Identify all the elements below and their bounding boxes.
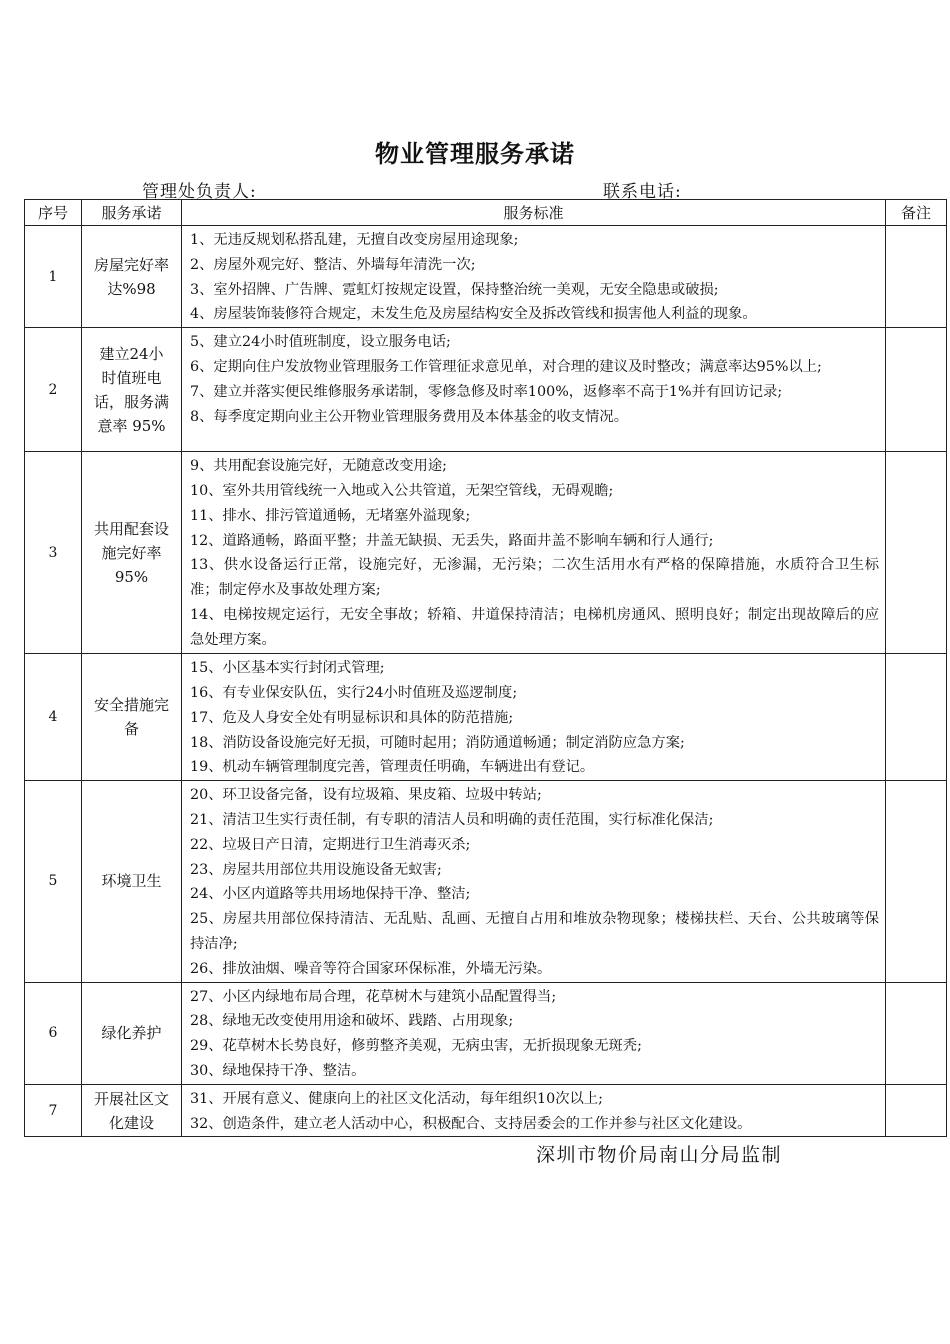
standard-item: 9、共用配套设施完好，无随意改变用途; — [190, 458, 447, 475]
standard-item: 1、无违反规划私搭乱建，无擅自改变房屋用途现象; — [190, 232, 519, 248]
table-row — [25, 328, 947, 452]
standard-item: 4、房屋装饰装修符合规定，未发生危及房屋结构安全及拆改管线和损害他人利益的现象。 — [190, 306, 757, 323]
service-standard — [182, 781, 886, 982]
service-promise: 环境卫生 — [82, 781, 182, 982]
header-promise: 服务承诺 — [82, 200, 182, 226]
standard-item: 14、电梯按规定运行，无安全事故；轿箱、井道保持清洁；电梯机房通风、照明良好；制定出现故障后的应急处理方案。 — [190, 606, 879, 648]
row-number: 5 — [25, 781, 82, 982]
standard-item: 3、室外招牌、广告牌、霓虹灯按规定设置，保持整治统一美观，无安全隐患或破损; — [190, 281, 719, 298]
standard-item: 8、每季度定期向业主公开物业管理服务费用及本体基金的收支情况。 — [190, 408, 628, 425]
standard-item: 15、小区基本实行封闭式管理; — [190, 660, 385, 677]
standard-item: 22、垃圾日产日清，定期进行卫生消毒灭杀; — [190, 836, 471, 853]
standard-item: 5、建立24小时值班制度，设立服务电话; — [190, 334, 451, 351]
standard-item: 21、清洁卫生实行责任制，有专职的清洁人员和明确的责任范围，实行标准化保洁; — [190, 811, 714, 828]
row-number: 4 — [25, 654, 82, 781]
standard-item: 28、绿地无改变使用用途和破坏、践踏、占用现象; — [190, 1013, 514, 1030]
standard-item: 7、建立并落实便民维修服务承诺制，零修急修及时率100%，返修率不高于1%并有回访记录; — [190, 383, 783, 400]
service-standard — [182, 1084, 886, 1137]
phone-label: 联系电话: — [603, 182, 682, 202]
service-promise: 绿化养护 — [82, 982, 182, 1084]
standard-item: 31、开展有意义、健康向上的社区文化活动，每年组织10次以上; — [190, 1090, 603, 1107]
standard-item: 24、小区内道路等共用场地保持干净、整洁; — [190, 886, 471, 903]
table-row — [25, 654, 947, 781]
note-cell — [886, 1084, 947, 1137]
standard-item: 23、房屋共用部位共用设施设备无蚁害; — [190, 861, 442, 878]
service-commitment-table — [24, 199, 947, 1137]
standard-item: 19、机动车辆管理制度完善，管理责任明确，车辆进出有登记。 — [190, 759, 595, 776]
table-row — [25, 781, 947, 982]
service-promise: 开展社区文化建设 — [82, 1084, 182, 1137]
table-header-row — [25, 200, 947, 226]
service-promise: 安全措施完备 — [82, 654, 182, 781]
table-row — [25, 226, 947, 328]
note-cell — [886, 781, 947, 982]
header-standard: 服务标准 — [182, 200, 886, 226]
service-promise: 建立24小时值班电话，服务满意率 95% — [82, 328, 182, 452]
service-standard — [182, 328, 886, 452]
row-number: 7 — [25, 1084, 82, 1137]
service-promise: 共用配套设施完好率 95% — [82, 452, 182, 654]
header-no: 序号 — [25, 200, 82, 226]
service-standard — [182, 654, 886, 781]
table-row — [25, 452, 947, 654]
table-row — [25, 982, 947, 1084]
page-title: 物业管理服务承诺 — [375, 140, 575, 168]
note-cell — [886, 226, 947, 328]
standard-item: 12、道路通畅，路面平整；井盖无缺损、无丢失，路面井盖不影响车辆和行人通行; — [190, 532, 714, 549]
note-cell — [886, 654, 947, 781]
service-promise: 房屋完好率达%98 — [82, 226, 182, 328]
standard-item: 17、危及人身安全处有明显标识和具体的防范措施; — [190, 709, 514, 726]
note-cell — [886, 452, 947, 654]
standard-item: 20、环卫设备完备，设有垃圾箱、果皮箱、垃圾中转站; — [190, 787, 542, 804]
standard-item: 6、定期向住户发放物业管理服务工作管理征求意见单，对合理的建议及时整改；满意率达95%以上; — [190, 358, 822, 375]
row-number: 2 — [25, 328, 82, 452]
standard-item: 26、排放油烟、噪音等符合国家环保标准，外墙无污染。 — [190, 960, 552, 977]
row-number: 1 — [25, 226, 82, 328]
service-standard — [182, 452, 886, 654]
standard-item: 2、房屋外观完好、整洁、外墙每年清洗一次; — [190, 256, 476, 273]
standard-item: 30、绿地保持干净、整洁。 — [190, 1062, 366, 1079]
header-note: 备注 — [886, 200, 947, 226]
standard-item: 29、花草树木长势良好，修剪整齐美观，无病虫害，无折损现象无斑秃; — [190, 1038, 642, 1055]
standard-item: 13、供水设备运行正常，设施完好，无渗漏，无污染；二次生活用水有严格的保障措施，水质符合卫生标准；制定停水及事故处理方案; — [190, 557, 879, 599]
table-row — [25, 1084, 947, 1137]
standard-item: 10、室外共用管线统一入地或入公共管道，无架空管线，无碍观瞻; — [190, 482, 614, 499]
standard-item: 18、消防设备设施完好无损，可随时起用；消防通道畅通；制定消防应急方案; — [190, 734, 685, 751]
footer-issuer: 深圳市物价局南山分局监制 — [536, 1144, 783, 1166]
row-number: 3 — [25, 452, 82, 654]
standard-item: 27、小区内绿地布局合理，花草树木与建筑小品配置得当; — [190, 988, 557, 1005]
service-standard — [182, 226, 886, 328]
standard-item: 11、排水、排污管道通畅，无堵塞外溢现象; — [190, 507, 471, 524]
standard-item: 25、房屋共用部位保持清洁、无乱贴、乱画、无擅自占用和堆放杂物现象；楼梯扶栏、天台、公共玻璃等保持洁净; — [190, 911, 879, 952]
standard-item: 16、有专业保安队伍，实行24小时值班及巡逻制度; — [190, 684, 518, 701]
manager-label: 管理处负责人: — [142, 182, 257, 202]
note-cell — [886, 982, 947, 1084]
row-number: 6 — [25, 982, 82, 1084]
service-standard — [182, 982, 886, 1084]
standard-item: 32、创造条件，建立老人活动中心，积极配合、支持居委会的工作并参与社区文化建设。 — [190, 1115, 752, 1132]
note-cell — [886, 328, 947, 452]
